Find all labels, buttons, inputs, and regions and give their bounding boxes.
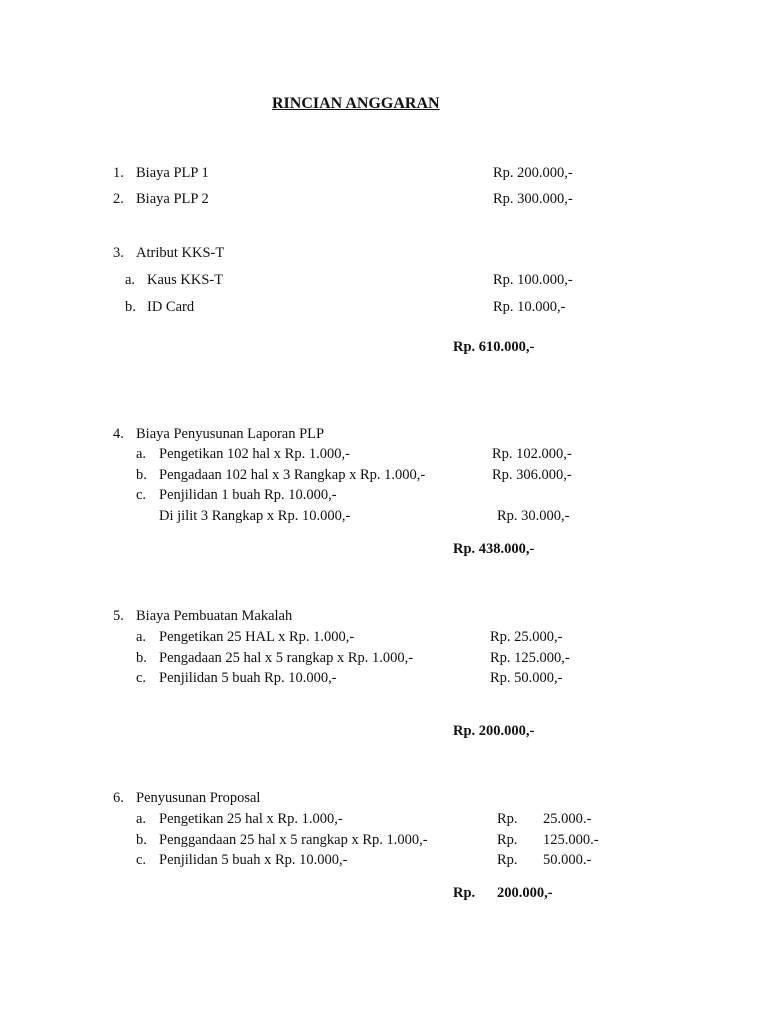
item-amount: Rp. 30.000,- — [497, 508, 570, 524]
item-amount: Rp. 102.000,- — [492, 446, 572, 462]
item-letter: b. — [136, 832, 147, 848]
section-number: 5. — [113, 608, 124, 624]
section-total-currency: Rp. — [453, 885, 476, 901]
item-letter: a. — [136, 446, 147, 462]
item-value: 125.000.- — [543, 832, 599, 848]
item-label: Penjilidan 5 buah Rp. 10.000,- — [159, 670, 337, 686]
item-number: 1. — [113, 165, 124, 181]
item-amount: Rp. 306.000,- — [492, 467, 572, 483]
item-currency: Rp. — [497, 852, 518, 868]
item-label: Pengadaan 102 hal x 3 Rangkap x Rp. 1.000,- — [159, 467, 426, 483]
item-amount: Rp. 100.000,- — [493, 272, 573, 288]
item-letter: c. — [136, 852, 147, 868]
item-letter: c. — [136, 487, 147, 503]
item-amount: Rp. 10.000,- — [493, 299, 566, 315]
item-amount: Rp. 50.000,- — [490, 670, 563, 686]
item-number: 2. — [113, 191, 124, 207]
section-number: 6. — [113, 790, 124, 806]
item-amount: Rp. 125.000,- — [490, 650, 570, 666]
item-letter: a. — [125, 272, 136, 288]
item-label: Kaus KKS-T — [147, 272, 224, 288]
item-label: Biaya PLP 1 — [136, 165, 209, 181]
item-amount: Rp. 25.000,- — [490, 629, 563, 645]
item-letter: b. — [136, 467, 147, 483]
item-label-continuation: Di jilit 3 Rangkap x Rp. 10.000,- — [159, 508, 351, 524]
item-label: Pengetikan 102 hal x Rp. 1.000,- — [159, 446, 350, 462]
item-label: Biaya PLP 2 — [136, 191, 209, 207]
item-label: Penjilidan 1 buah Rp. 10.000,- — [159, 487, 337, 503]
item-value: 25.000.- — [543, 811, 592, 827]
section-number: 4. — [113, 426, 124, 442]
section-total: Rp. 610.000,- — [453, 339, 535, 355]
section-heading: Biaya Pembuatan Makalah — [136, 608, 293, 624]
item-label: Penggandaan 25 hal x 5 rangkap x Rp. 1.000,- — [159, 832, 428, 848]
item-letter: a. — [136, 629, 147, 645]
section-total: Rp. 200.000,- — [453, 723, 535, 739]
section-total: Rp. 438.000,- — [453, 541, 535, 557]
item-currency: Rp. — [497, 811, 518, 827]
item-label: Pengadaan 25 hal x 5 rangkap x Rp. 1.000,- — [159, 650, 414, 666]
section-number: 3. — [113, 245, 124, 261]
item-letter: b. — [125, 299, 136, 315]
item-label: Pengetikan 25 HAL x Rp. 1.000,- — [159, 629, 355, 645]
item-label: Penjilidan 5 buah x Rp. 10.000,- — [159, 852, 348, 868]
section-heading: Penyusunan Proposal — [136, 790, 261, 806]
item-letter: b. — [136, 650, 147, 666]
item-amount: Rp. 200.000,- — [493, 165, 573, 181]
section-heading: Atribut KKS-T — [136, 245, 225, 261]
item-value: 50.000.- — [543, 852, 592, 868]
item-amount: Rp. 300.000,- — [493, 191, 573, 207]
item-label: ID Card — [147, 299, 195, 315]
item-currency: Rp. — [497, 832, 518, 848]
page-title: RINCIAN ANGGARAN — [272, 95, 440, 112]
item-label: Pengetikan 25 hal x Rp. 1.000,- — [159, 811, 343, 827]
item-letter: c. — [136, 670, 147, 686]
item-letter: a. — [136, 811, 147, 827]
section-heading: Biaya Penyusunan Laporan PLP — [136, 426, 325, 442]
section-total-value: 200.000,- — [497, 885, 553, 901]
